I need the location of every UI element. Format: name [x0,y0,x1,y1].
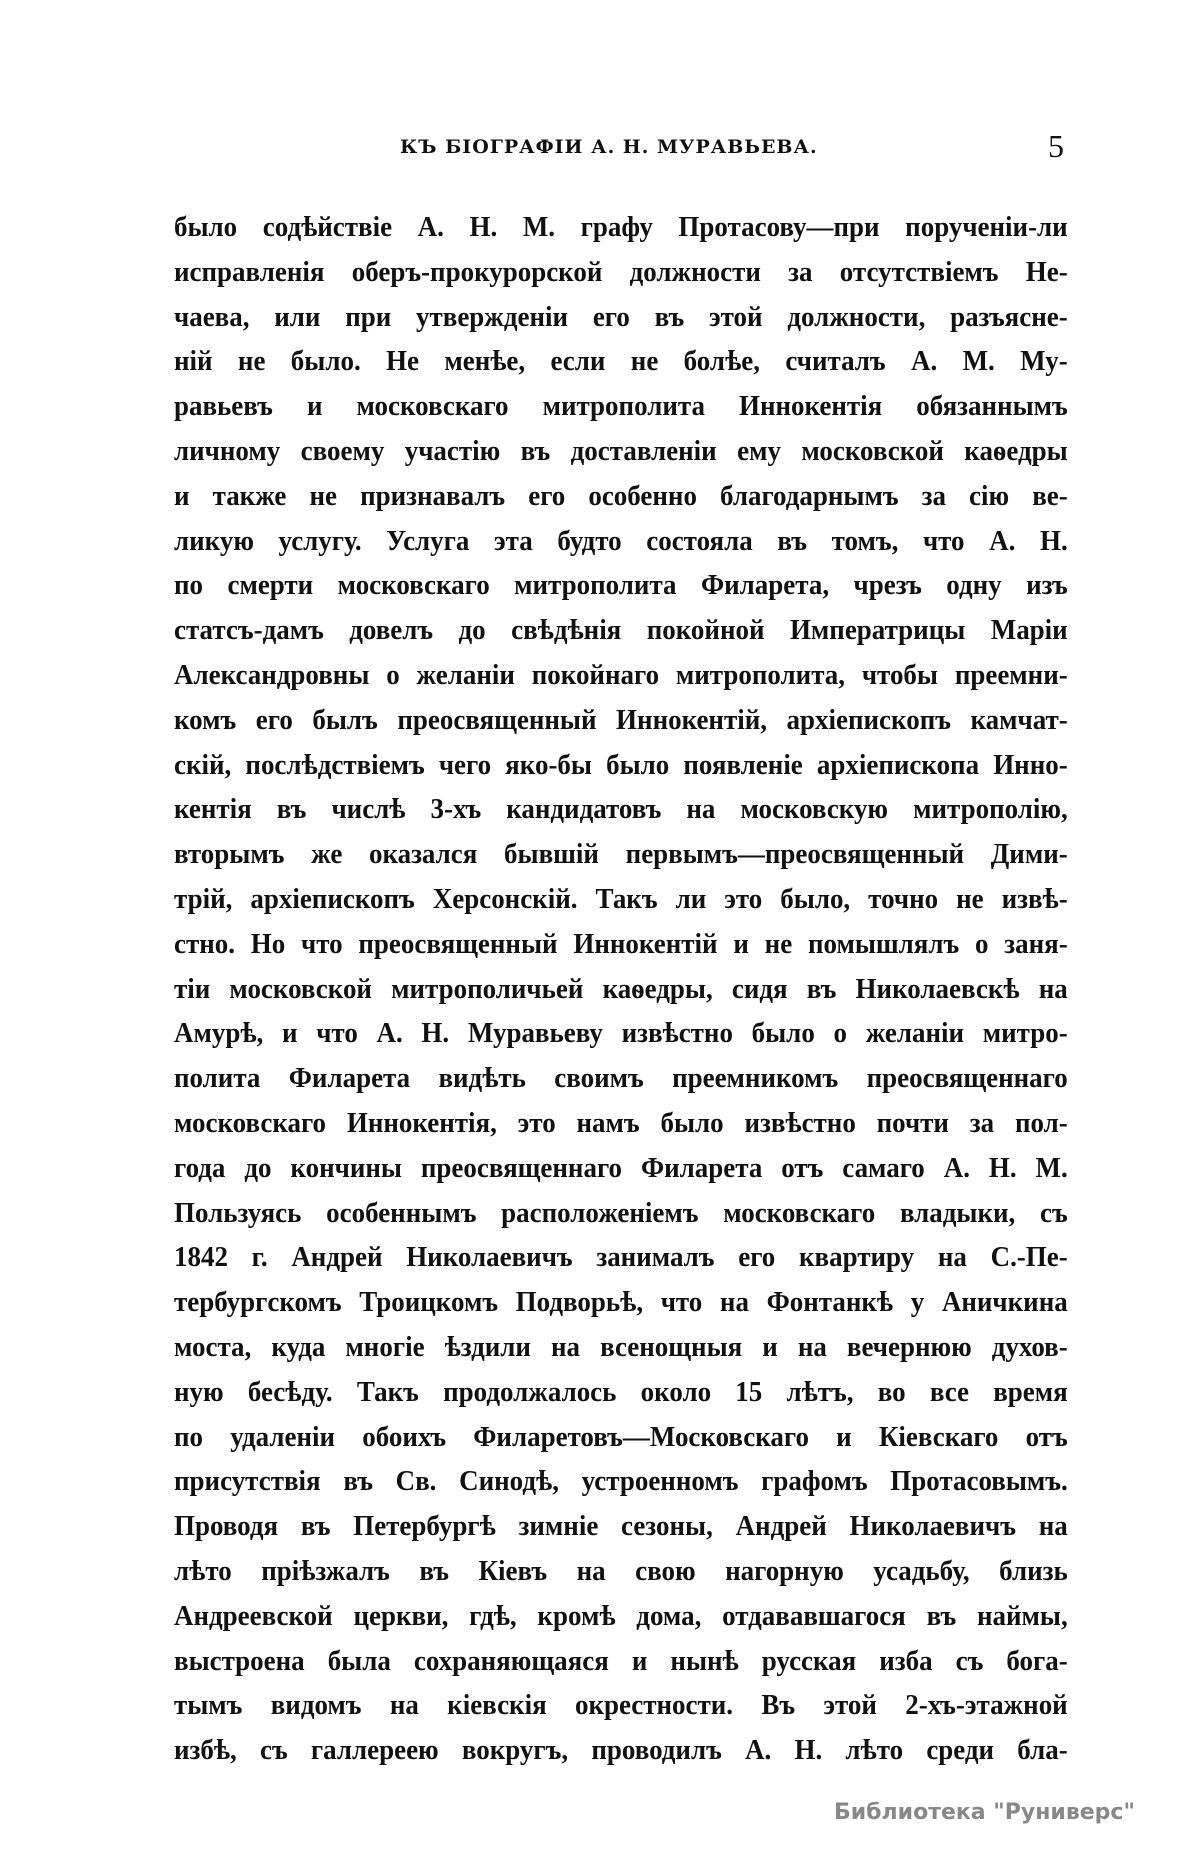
text-line: моста, куда многiе ѣздили на всенощныя и на вечернюю духов- [174,1330,1068,1363]
text-line: тымъ видомъ на кiевскiя окрестности. Въ этой 2-хъ-этажной [174,1689,1068,1722]
text-line: выстроена была сохраняющаяся и нынѣ русская изба съ бога- [174,1644,1068,1677]
running-head: КЪ БIОГРАФIИ А. Н. МУРАВЬЕВА. [400,136,818,158]
text-line: кентiя въ числѣ 3-хъ кандидатовъ на московскую митрополiю, [174,793,1068,826]
page-number: 5 [1048,128,1064,164]
text-line: лѣто прiѣзжалъ въ Кiевъ на свою нагорную усадьбу, близь [174,1554,1068,1587]
text-line: Амурѣ, и что А. Н. Муравьеву извѣстно было о желанiи митро- [174,1017,1068,1050]
text-line: по удаленiи обоихъ Филаретовъ—Московскаго и Кiевскаго отъ [174,1420,1068,1453]
text-line: полита Филарета видѣть своимъ преемникомъ преосвященнаго [174,1062,1068,1095]
text-line: исправленiя оберъ-прокурорской должности за отсутствiемъ Не- [174,255,1068,288]
text-line: Александровны о желанiи покойнаго митрополита, чтобы преемни- [174,658,1068,691]
text-line: тiи московской митрополичьей каѳедры, сидя въ Николаевскѣ на [174,972,1068,1005]
text-line: Пользуясь особеннымъ расположенiемъ московскаго владыки, съ [174,1196,1068,1229]
text-line: вторымъ же оказался бывшiй первымъ—преосвященный Дими- [174,838,1068,871]
text-line: Андреевской церкви, гдѣ, кромѣ дома, отдававшагося въ наймы, [174,1599,1068,1632]
text-line: присутствiя въ Св. Синодѣ, устроенномъ графомъ Протасовымъ. [174,1465,1068,1498]
text-line: было содѣйствiе А. Н. М. графу Протасову—при порученiи-ли [174,211,1068,243]
text-line: комъ его былъ преосвященный Иннокентiй, архiепископъ камчат- [174,703,1068,736]
text-line: чаева, или при утвержденiи его въ этой должности, разъясне- [174,300,1068,333]
text-line: скiй, послѣдствiемъ чего яко-бы было появленiе архiепископа Инно- [174,748,1068,781]
text-line: избѣ, съ галлереею вокругъ, проводилъ А. Н. лѣто среди бла- [174,1734,1068,1767]
text-line: стно. Но что преосвященный Иннокентiй и не помышлялъ о заня- [174,927,1068,960]
text-line: нiй не было. Не менѣе, если не болѣе, считалъ А. М. Му- [174,345,1068,378]
text-line: статсъ-дамъ довелъ до свѣдѣнiя покойной Императрицы Марiи [174,614,1068,647]
text-line: равьевъ и московскаго митрополита Иннокентiя обязаннымъ [174,390,1068,423]
body-text [174,205,1068,1773]
text-line: по смерти московскаго митрополита Филарета, чрезъ одну изъ [174,569,1068,602]
text-line: московскаго Иннокентiя, это намъ было извѣстно почти за пол- [174,1106,1068,1139]
text-line: тербургскомъ Троицкомъ Подворьѣ, что на Фонтанкѣ у Аничкина [174,1286,1068,1319]
text-line: Проводя въ Петербургѣ зимнiе сезоны, Андрей Николаевичъ на [174,1510,1068,1543]
text-line: года до кончины преосвященнаго Филарета отъ самаго А. Н. М. [174,1151,1068,1184]
text-line: и также не признавалъ его особенно благодарнымъ за сiю ве- [174,479,1068,512]
text-line: ликую услугу. Услуга эта будто состояла въ томъ, что А. Н. [174,524,1068,557]
text-line: личному своему участiю въ доставленiи ему московской каѳедры [174,434,1068,467]
text-line: ную бесѣду. Такъ продолжалось около 15 лѣтъ, во все время [174,1375,1068,1408]
watermark: Библиотека "Руниверс" [834,1800,1135,1825]
text-line: трiй, архiепископъ Херсонскiй. Такъ ли это было, точно не извѣ- [174,882,1068,915]
text-line: 1842 г. Андрей Николаевичъ занималъ его квартиру на С.-Пе- [174,1241,1068,1274]
